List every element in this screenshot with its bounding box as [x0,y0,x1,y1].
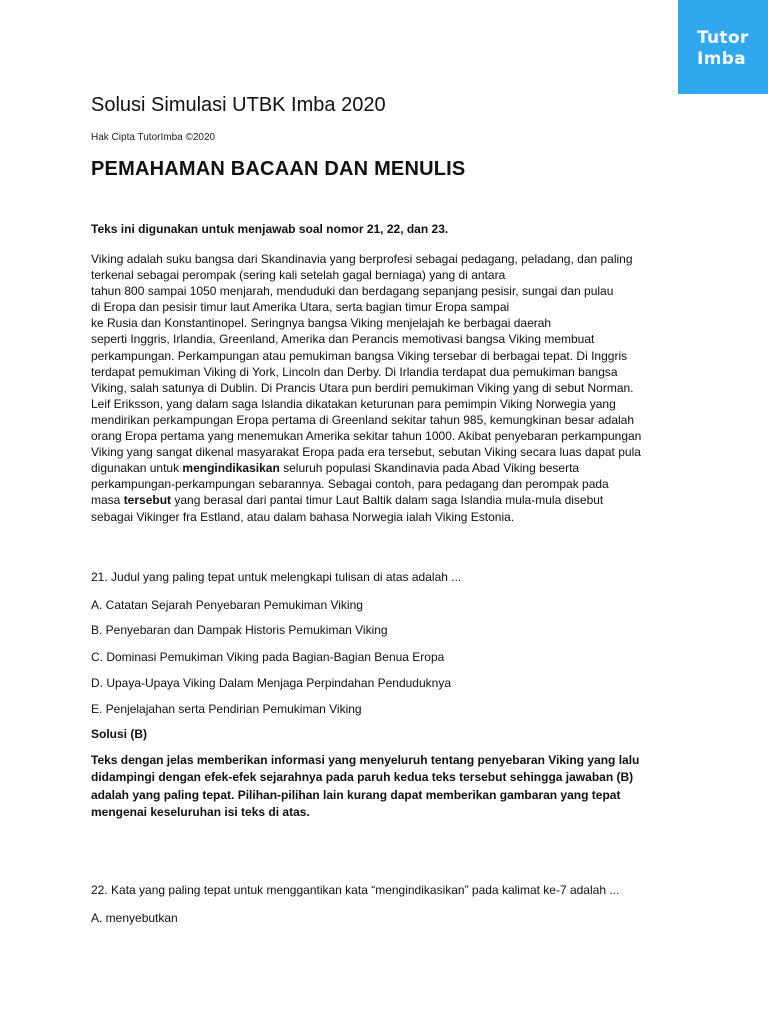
passage-line: sebagai Vikinger fra Estland, atau dalam bahasa Norwegia ialah Viking Estonia. [91,509,515,524]
question-22: 22. Kata yang paling tepat untuk menggantikan kata “mengindikasikan” pada kalimat ke-7 adalah ... [91,883,620,897]
passage-line: terdapat pemukiman Viking di York, Lincoln dan Derby. Di Irlandia terdapat dua pemukiman bangsa [91,364,618,379]
passage-line: Viking yang sangat dikenal masyarakat Eropa pada era tersebut, sebutan Viking secara luas dapat pula [91,445,641,460]
copyright-line: Hak Cipta TutorImba ©2020 [91,132,216,143]
q21-explanation [91,752,671,821]
passage-line [91,460,671,476]
passage-text: seluruh populasi Skandinavia pada Abad Viking beserta [279,461,580,476]
passage-intro: Teks ini digunakan untuk menjawab soal nomor 21, 22, dan 23. [91,222,449,236]
document-title: Solusi Simulasi UTBK Imba 2020 [91,94,386,116]
passage-text: masa [91,493,124,508]
explanation-line: didampingi dengan efek-efek sejarahnya pada paruh kedua teks tersebut sehingga jawaban (B) [91,770,634,785]
q22-option-a: A. menyebutkan [91,911,178,925]
passage-line: tahun 800 sampai 1050 menjarah, menduduki dan berdagang sepanjang pesisir, sungai dan pulau [91,284,614,299]
tutorimba-logo [678,0,768,94]
passage-line: terkenal sebagai perompak (sering kali setelah gagal berniaga) yang di antara [91,268,506,283]
explanation-line: mengenai keseluruhan isi teks di atas. [91,804,310,819]
passage-line: Viking adalah suku bangsa dari Skandinavia yang berprofesi sebagai pedagang, peladang, dan paling [91,252,633,266]
passage-text: yang berasal dari pantai timur Laut Baltik dalam saga Islandia mula-mula disebut [171,493,604,508]
passage-line: Viking, salah satunya di Dublin. Di Prancis Utara pun berdiri pemukiman Viking yang di sebut Norman. [91,380,634,395]
passage-line: ke Rusia dan Konstantinopel. Seringnya bangsa Viking menjelajah ke berbagai daerah [91,316,552,331]
q21-option-b: B. Penyebaran dan Dampak Historis Pemukiman Viking [91,623,388,637]
q21-option-a: A. Catatan Sejarah Penyebaran Pemukiman Viking [91,598,363,612]
q21-option-c: C. Dominasi Pemukiman Viking pada Bagian-Bagian Benua Eropa [91,650,445,664]
passage-line: perkampungan. Perkampungan atau pemukiman bangsa Viking tersebar di berbagai tepat. Di Inggris [91,348,628,363]
explanation-line: adalah yang paling tepat. Pilihan-pilihan lain kurang dapat memberikan gambaran yang tepat [91,787,621,802]
q21-option-e: E. Penjelajahan serta Pendirian Pemukiman Viking [91,702,362,716]
passage-line: Leif Eriksson, yang dalam saga Islandia dikatakan keturunan para pemimpin Viking Norwegia yang [91,396,616,411]
passage-line: mendirikan perkampungan Eropa pertama di Greenland sekitar tahun 985, kemungkinan besar adalah [91,412,635,427]
passage-line: perkampungan-perkampungan sebarannya. Sebagai contoh, para pedagang dan perompak pada [91,477,609,492]
document-body [91,93,691,925]
explanation-line: Teks dengan jelas memberikan informasi yang menyeluruh tentang penyebaran Viking yang lalu [91,753,640,767]
passage-line [91,492,671,508]
q21-option-d: D. Upaya-Upaya Viking Dalam Menjaga Perpindahan Penduduknya [91,676,451,690]
passage-line: orang Eropa pertama yang menemukan Amerika sekitar tahun 1000. Akibat penyebaran perkampungan [91,429,642,444]
passage-text: digunakan untuk [91,461,183,476]
question-21: 21. Judul yang paling tepat untuk melengkapi tulisan di atas adalah ... [91,570,462,584]
section-title: PEMAHAMAN BACAAN DAN MENULIS [91,158,466,180]
logo-line-1: Tutor [697,28,749,48]
q21-solution-heading: Solusi (B) [91,727,147,741]
passage-line: di Eropa dan pesisir timur laut Amerika Utara, serta bagian timur Eropa sampai [91,300,510,315]
logo-line-2: Imba [697,49,746,69]
highlighted-word-tersebut: tersebut [123,493,172,508]
reading-passage [91,251,671,525]
highlighted-word-mengindikasikan: mengindikasikan [182,461,280,476]
passage-line: seperti Inggris, Irlandia, Greenland, Amerika dan Perancis memotivasi bangsa Viking membuat [91,332,595,347]
